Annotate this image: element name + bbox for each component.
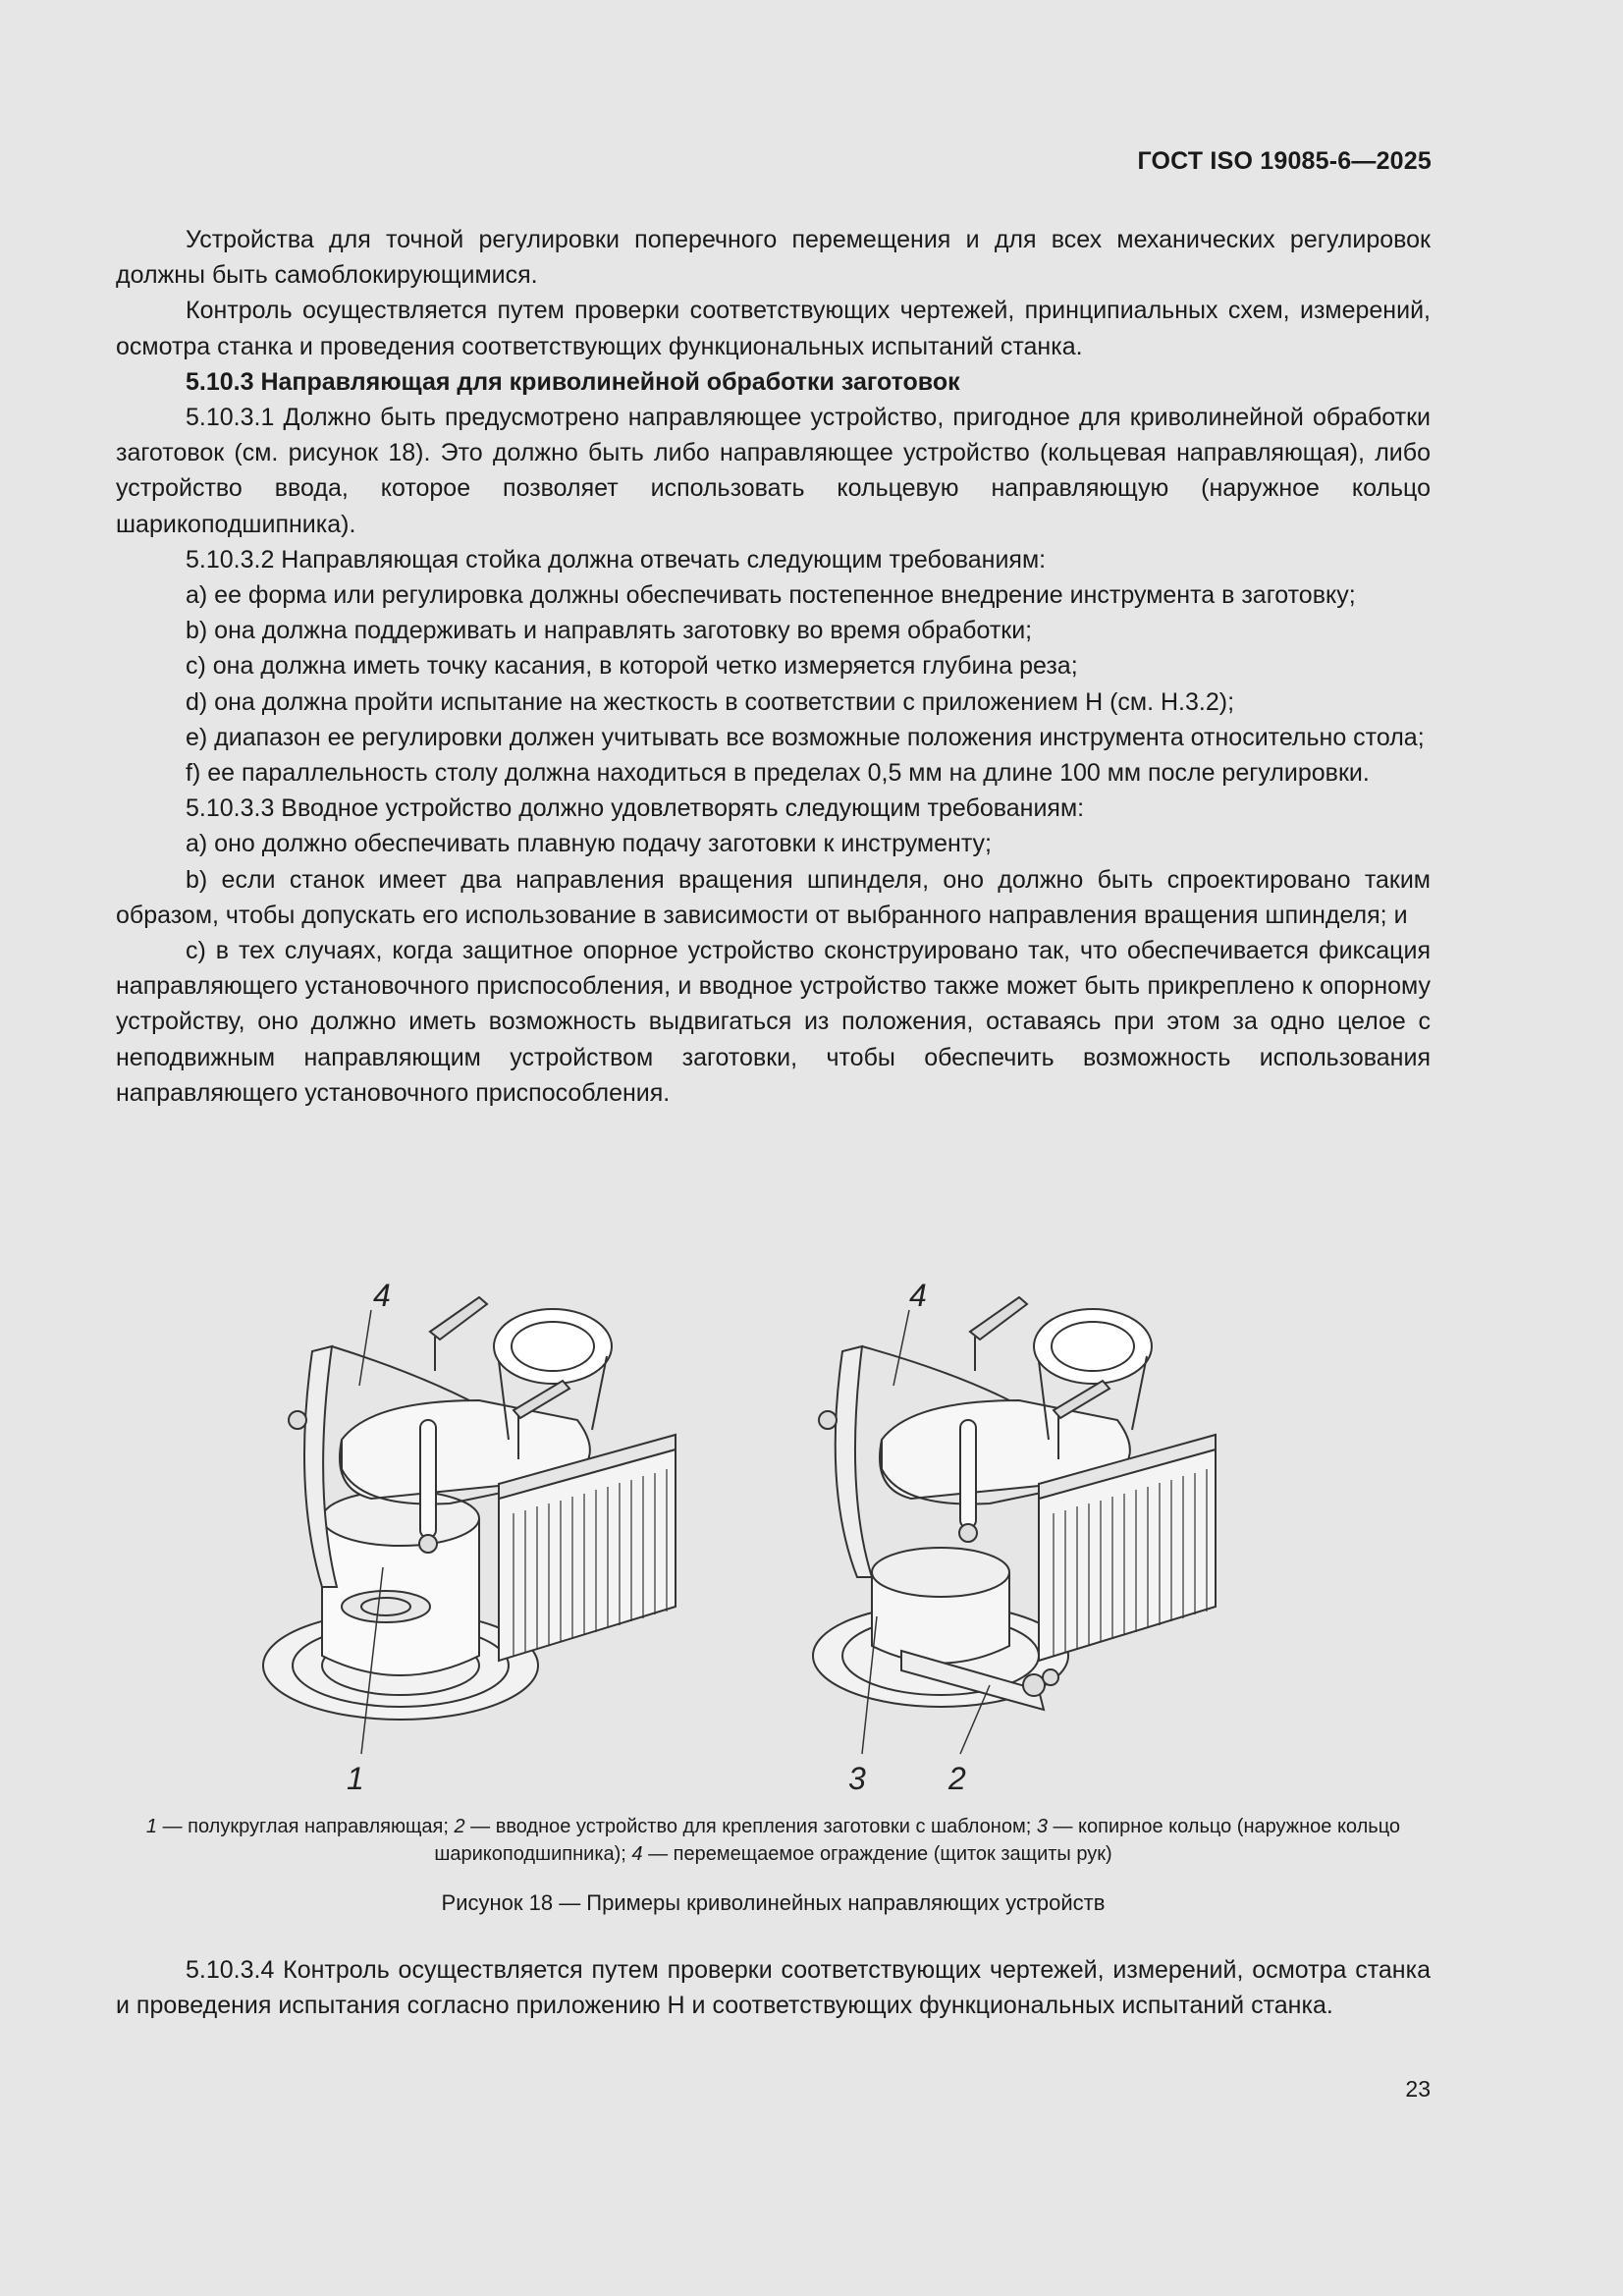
list-item: a) ее форма или регулировка должны обеспечивать постепенное внедрение инструмента в заготовку; — [186, 581, 1356, 610]
paragraph: 5.10.3.1 Должно быть предусмотрено направляющее устройство, пригодное для криволинейной обработки заготовок (см. рисунок 18). Это должно быть либо направляющее устройство (кольцевая направляющая), либо устройство ввода, которое позволяет использовать кольцевую направляющую (наружное кольцо шарикоподшипника). — [116, 404, 1431, 538]
list-item: e) диапазон ее регулировки должен учитывать все возможные положения инструмента относительно стола; — [186, 723, 1425, 751]
list-item: d) она должна пройти испытание на жесткость в соответствии с приложением H (см. H.3.2); — [186, 687, 1235, 716]
left-guide-device-drawing — [253, 1273, 764, 1803]
paragraph: 5.10.3.2 Направляющая стойка должна отвечать следующим требованиям: — [186, 545, 1047, 574]
body-text — [116, 222, 1431, 1111]
paragraph: Устройства для точной регулировки поперечного перемещения и для всех механических регулировок должны быть самоблокирующимися. — [116, 226, 1431, 290]
paragraph: 5.10.3.4 Контроль осуществляется путем проверки соответствующих чертежей, измерений, осмотра станка и проведения испытания согласно приложению H и соответствующих функциональных испытаний станка. — [116, 1956, 1431, 2020]
page-number: 23 — [1405, 2076, 1431, 2102]
figure-18 — [116, 1273, 1431, 1803]
paragraph: Контроль осуществляется путем проверки соответствующих чертежей, принципиальных схем, измерений, осмотра станка и проведения соответствующих функциональных испытаний станка. — [116, 297, 1431, 360]
paragraph: 5.10.3.3 Вводное устройство должно удовлетворять следующим требованиям: — [186, 794, 1085, 823]
figure-label: 4 — [909, 1278, 927, 1313]
list-item: c) она должна иметь точку касания, в которой четко измеряется глубина реза; — [186, 652, 1078, 681]
list-item: b) она должна поддерживать и направлять заготовку во время обработки; — [186, 617, 1033, 645]
list-item: a) оно должно обеспечивать плавную подачу заготовки к инструменту; — [186, 830, 992, 858]
list-item: c) в тех случаях, когда защитное опорное устройство сконструировано так, что обеспечивается фиксация направляющего установочного приспособления, и вводное устройство также может быть прикреплено к опорному устройству, оно должно иметь возможность выдвигаться из положения, оставаясь при этом за одно целое с неподвижным направляющим устройством заготовки, чтобы обеспечить возможность использования направляющего установочного приспособления. — [116, 937, 1431, 1107]
figure-caption: Рисунок 18 — Примеры криволинейных направляющих устройств — [441, 1890, 1106, 1915]
figure-label: 4 — [373, 1278, 391, 1313]
right-guide-device-drawing — [784, 1273, 1294, 1803]
figure-label: 1 — [347, 1761, 364, 1796]
document-code: ГОСТ ISO 19085-6—2025 — [1137, 147, 1432, 175]
figure-label: 3 — [848, 1761, 866, 1796]
list-item: b) если станок имеет два направления вращения шпинделя, оно должно быть спроектировано таким образом, чтобы допускать его использование в зависимости от выбранного направления вращения шпинделя; и — [116, 865, 1431, 929]
section-heading: 5.10.3 Направляющая для криволинейной обработки заготовок — [186, 367, 960, 396]
body-text-tail — [116, 1952, 1431, 2023]
figure-label: 2 — [948, 1761, 966, 1796]
list-item: f) ее параллельность столу должна находиться в пределах 0,5 мм на длине 100 мм после регулировки. — [186, 759, 1370, 788]
figure-legend: 1 — полукруглая направляющая; 2 — вводное устройство для крепления заготовки с шаблоном; 3 — копирное кольцо (наружное кольцо шарикоподшипника); 4 — перемещаемое ограждение (щиток защиты рук) — [145, 1816, 1401, 1865]
